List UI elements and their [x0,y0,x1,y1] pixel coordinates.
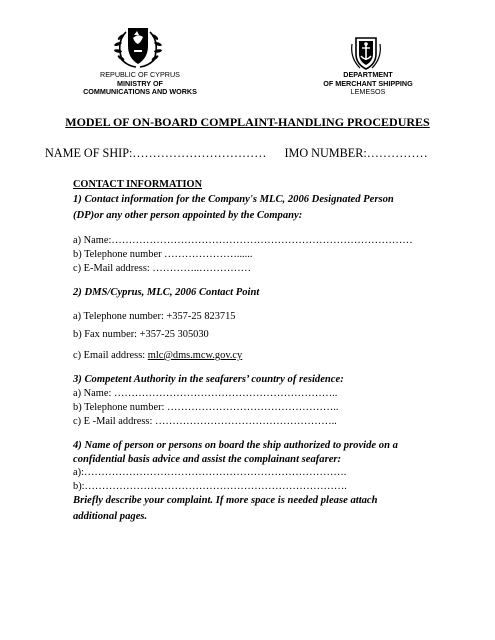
section3-telephone-field[interactable]: b) Telephone number: ………………………………………….. [73,402,339,413]
section3-heading: 3) Competent Authority in the seafarers’ country of residence: [73,374,344,385]
department-header [303,71,433,97]
section1-telephone-field[interactable]: b) Telephone number …………………...... [73,249,253,260]
section2-email-line [73,350,242,361]
department-header-line1: DEPARTMENT [343,70,393,79]
contact-information-heading: CONTACT INFORMATION [73,179,203,190]
department-header-line2: OF MERCHANT SHIPPING [323,78,413,88]
imo-number-field[interactable]: IMO NUMBER:…………… [284,146,428,160]
ship-name-field[interactable]: NAME OF SHIP:…………………………… [45,146,267,160]
ministry-header-line3: COMMUNICATIONS AND WORKS [83,87,197,97]
section2-fax: b) Fax number: +357-25 305030 [73,329,209,340]
section4-heading-line2: confidential basis advice and assist the complainant seafarer: [73,454,342,465]
section2-email-link[interactable]: mlc@dms.mcw.gov.cy [147,350,243,361]
document-title: MODEL OF ON-BOARD COMPLAINT-HANDLING PROCEDURES [65,115,430,129]
section3-email-field[interactable]: c) E -Mail address: …………………………………………….. [73,416,337,427]
department-header-line3: LEMESOS [350,87,386,97]
section2-heading: 2) DMS/Cyprus, MLC, 2006 Contact Point [73,287,260,298]
complaint-instruction-line2: additional pages. [73,511,148,522]
section4-field-a[interactable]: a):…………………………………………………………………. [73,467,347,478]
section2-email-label: c) Email address: [73,350,148,361]
ministry-header-line1: REPUBLIC OF CYPRUS [100,70,180,79]
section1-heading-line1: 1) Contact information for the Company's MLC, 2006 Designated Person [73,194,394,205]
section1-email-field[interactable]: c) E-Mail address: …………..…………… [73,263,252,274]
section1-name-field[interactable]: a) Name:…………………………………………………………………………… [73,235,413,246]
section4-heading-line1: 4) Name of person or persons on board the ship authorized to provide on a [73,440,398,451]
section3-name-field[interactable]: a) Name: ……………………………………………………….. [73,388,338,399]
ministry-header [75,71,205,97]
ministry-header-line2: MINISTRY OF [117,78,163,88]
section2-telephone: a) Telephone number: +357-25 823715 [73,311,236,322]
section4-field-b[interactable]: b):…………………………………………………………………. [73,481,347,492]
cyprus-coat-of-arms-icon [108,22,168,70]
section1-heading-line2: (DP)or any other person appointed by the Company: [73,210,303,221]
complaint-instruction-line1: Briefly describe your complaint. If more space is needed please attach [73,495,378,506]
ship-info-line [45,146,428,161]
dms-crest-icon [350,34,382,72]
